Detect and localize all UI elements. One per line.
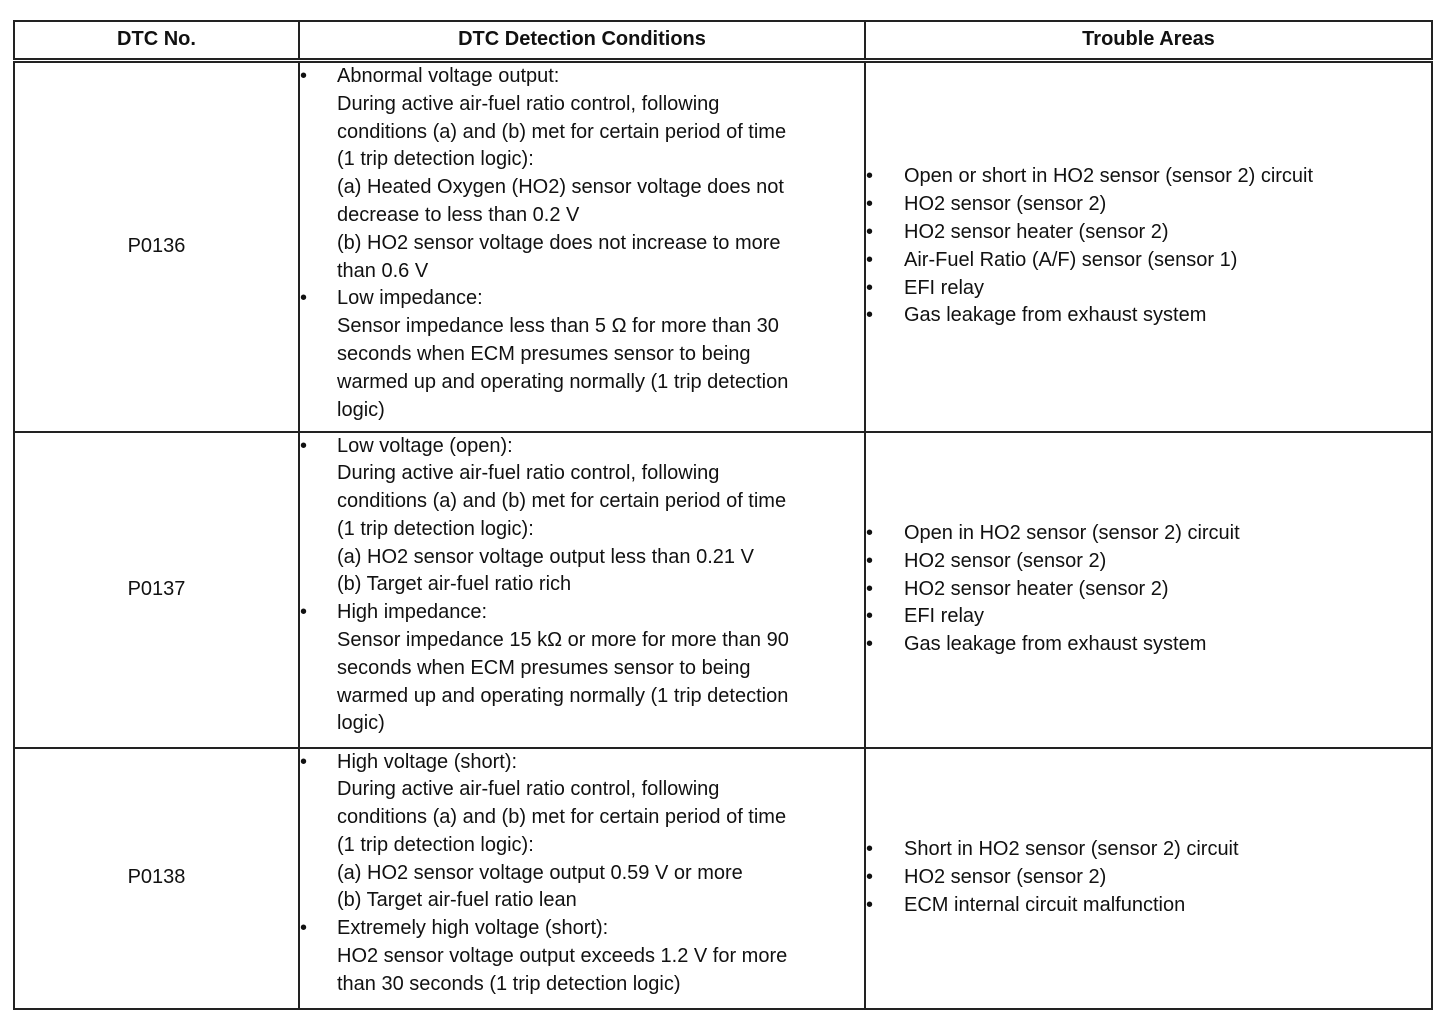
condition-body — [337, 915, 864, 998]
condition-line: (a) Heated Oxygen (HO2) sensor voltage does not — [337, 176, 784, 199]
condition-line: warmed up and operating normally (1 trip detection — [337, 370, 789, 393]
dtc-code: P0138 — [14, 748, 299, 1009]
area-item — [866, 302, 1431, 330]
table-row — [14, 61, 1432, 432]
condition-line: (b) Target air-fuel ratio rich — [337, 573, 572, 596]
area-text: Open or short in HO2 sensor (sensor 2) circuit — [904, 165, 1314, 188]
condition-line: conditions (a) and (b) met for certain period of time — [337, 806, 787, 829]
condition-line: conditions (a) and (b) met for certain period of time — [337, 490, 787, 513]
area-item — [866, 247, 1431, 275]
area-item — [866, 163, 1431, 191]
area-text: Air-Fuel Ratio (A/F) sensor (sensor 1) — [904, 248, 1238, 271]
area-text: HO2 sensor (sensor 2) — [904, 193, 1107, 216]
bullet-icon: • — [866, 276, 874, 299]
condition-line: than 0.6 V — [337, 259, 429, 282]
bullet-icon: • — [300, 601, 308, 624]
bullet-icon: • — [866, 893, 874, 916]
condition-body — [337, 749, 864, 916]
header-row — [14, 21, 1432, 61]
dtc-code: P0136 — [14, 61, 299, 432]
condition-line: conditions (a) and (b) met for certain period of time — [337, 120, 787, 143]
area-item — [866, 548, 1431, 576]
area-item — [866, 219, 1431, 247]
table-row — [14, 748, 1432, 1009]
condition-line: (1 trip detection logic): — [337, 833, 534, 856]
area-item — [866, 603, 1431, 631]
condition-title: Low voltage (open): — [337, 434, 513, 457]
detection-conditions — [299, 432, 865, 748]
bullet-icon: • — [866, 838, 874, 861]
condition-line: (1 trip detection logic): — [337, 517, 534, 540]
detection-conditions — [299, 748, 865, 1009]
condition-title: High impedance: — [337, 601, 488, 624]
header-detection-conditions: DTC Detection Conditions — [299, 21, 865, 61]
area-text: Gas leakage from exhaust system — [904, 633, 1207, 656]
bullet-icon: • — [866, 577, 874, 600]
bullet-icon: • — [866, 633, 874, 656]
bullet-icon: • — [866, 220, 874, 243]
area-item — [866, 275, 1431, 303]
condition-title: Extremely high voltage (short): — [337, 917, 609, 940]
bullet-icon: • — [300, 917, 308, 940]
area-text: HO2 sensor heater (sensor 2) — [904, 577, 1169, 600]
table-row — [14, 432, 1432, 748]
table-header — [14, 21, 1432, 61]
bullet-icon: • — [300, 434, 308, 457]
trouble-areas — [865, 432, 1432, 748]
area-text: Short in HO2 sensor (sensor 2) circuit — [904, 838, 1239, 861]
area-item — [866, 864, 1431, 892]
condition-line: seconds when ECM presumes sensor to being — [337, 656, 751, 679]
dtc-table — [13, 20, 1433, 1010]
bullet-icon: • — [866, 605, 874, 628]
condition-title: High voltage (short): — [337, 750, 518, 773]
detection-conditions — [299, 61, 865, 432]
condition-item — [300, 285, 864, 424]
bullet-icon: • — [866, 549, 874, 572]
bullet-icon: • — [300, 287, 308, 310]
condition-line: (b) Target air-fuel ratio lean — [337, 889, 577, 912]
table-body — [14, 61, 1432, 1009]
condition-title: Low impedance: — [337, 287, 483, 310]
area-text: Gas leakage from exhaust system — [904, 304, 1207, 327]
bullet-icon: • — [866, 866, 874, 889]
condition-line: warmed up and operating normally (1 trip detection — [337, 684, 789, 707]
area-item — [866, 520, 1431, 548]
area-item — [866, 631, 1431, 659]
area-text: Open in HO2 sensor (sensor 2) circuit — [904, 522, 1240, 544]
bullet-icon: • — [866, 304, 874, 327]
condition-body — [337, 433, 864, 600]
area-item — [866, 836, 1431, 864]
area-item — [866, 892, 1431, 920]
condition-line: logic) — [337, 398, 385, 421]
condition-line: Sensor impedance 15 kΩ or more for more than 90 — [337, 629, 789, 652]
bullet-icon: • — [866, 248, 874, 271]
condition-line: During active air-fuel ratio control, following — [337, 778, 720, 801]
condition-line: (a) HO2 sensor voltage output less than 0.21 V — [337, 545, 754, 568]
dtc-code: P0137 — [14, 432, 299, 748]
header-trouble-areas: Trouble Areas — [865, 21, 1432, 61]
bullet-icon: • — [866, 193, 874, 216]
bullet-icon: • — [300, 750, 308, 773]
condition-line: Sensor impedance less than 5 Ω for more than 30 — [337, 315, 779, 338]
bullet-icon: • — [300, 65, 308, 87]
condition-line: During active air-fuel ratio control, following — [337, 92, 720, 115]
condition-title: Abnormal voltage output: — [337, 65, 560, 87]
condition-item — [300, 915, 864, 998]
condition-line: logic) — [337, 712, 385, 735]
condition-line: (a) HO2 sensor voltage output 0.59 V or more — [337, 861, 743, 884]
condition-body — [337, 285, 864, 424]
trouble-areas — [865, 61, 1432, 432]
condition-line: HO2 sensor voltage output exceeds 1.2 V for more — [337, 945, 788, 968]
condition-line: (b) HO2 sensor voltage does not increase to more — [337, 231, 781, 254]
area-text: EFI relay — [904, 276, 985, 299]
condition-item — [300, 599, 864, 738]
condition-line: seconds when ECM presumes sensor to being — [337, 342, 751, 365]
condition-body — [337, 599, 864, 738]
area-text: ECM internal circuit malfunction — [904, 893, 1186, 916]
condition-item — [300, 749, 864, 916]
condition-line: than 30 seconds (1 trip detection logic) — [337, 972, 681, 995]
condition-line: (1 trip detection logic): — [337, 148, 534, 171]
bullet-icon: • — [866, 165, 874, 188]
condition-line: During active air-fuel ratio control, following — [337, 462, 720, 485]
trouble-areas — [865, 748, 1432, 1009]
area-text: HO2 sensor (sensor 2) — [904, 549, 1107, 572]
condition-line: decrease to less than 0.2 V — [337, 203, 580, 226]
area-item — [866, 191, 1431, 219]
condition-item — [300, 63, 864, 285]
area-text: EFI relay — [904, 605, 985, 628]
bullet-icon: • — [866, 522, 874, 544]
condition-item — [300, 433, 864, 600]
area-text: HO2 sensor (sensor 2) — [904, 866, 1107, 889]
condition-body — [337, 63, 864, 285]
area-text: HO2 sensor heater (sensor 2) — [904, 220, 1169, 243]
header-dtc-no: DTC No. — [14, 21, 299, 61]
area-item — [866, 576, 1431, 604]
